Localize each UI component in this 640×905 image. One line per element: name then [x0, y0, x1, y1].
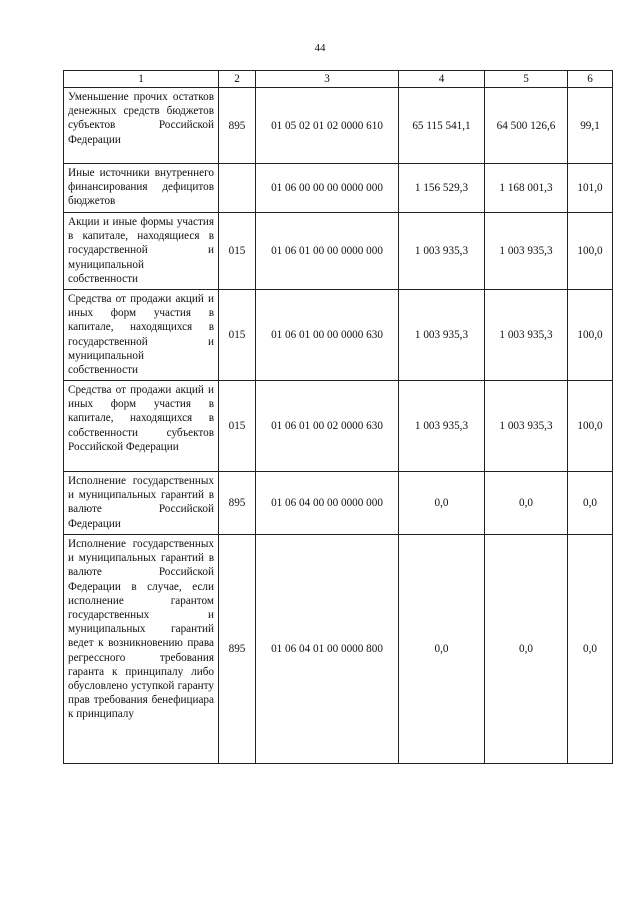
column-header: 2 — [219, 71, 256, 88]
row-plan-amount: 1 003 935,3 — [399, 213, 485, 290]
budget-sources-table — [63, 70, 613, 764]
table-row — [64, 472, 613, 535]
table-row — [64, 213, 613, 290]
row-budget-code: 01 06 04 00 00 0000 000 — [256, 472, 399, 535]
row-percent: 99,1 — [568, 88, 613, 164]
row-budget-code: 01 06 00 00 00 0000 000 — [256, 164, 399, 213]
row-plan-amount: 0,0 — [399, 535, 485, 764]
row-fact-amount: 0,0 — [485, 472, 568, 535]
row-name: Средства от продажи акций и иных форм участия в капитале, находящихся в собственности субъектов Российской Федерации — [64, 381, 219, 472]
row-name: Акции и иные формы участия в капитале, находящиеся в государственной и муниципальной собственности — [64, 213, 219, 290]
row-plan-amount: 65 115 541,1 — [399, 88, 485, 164]
row-fact-amount: 1 168 001,3 — [485, 164, 568, 213]
row-admin-code: 895 — [219, 88, 256, 164]
table-header-row — [64, 71, 613, 88]
column-header: 5 — [485, 71, 568, 88]
table-row — [64, 290, 613, 381]
row-budget-code: 01 06 01 00 00 0000 000 — [256, 213, 399, 290]
column-header: 6 — [568, 71, 613, 88]
row-plan-amount: 1 003 935,3 — [399, 290, 485, 381]
row-budget-code: 01 06 01 00 00 0000 630 — [256, 290, 399, 381]
row-percent: 100,0 — [568, 290, 613, 381]
row-admin-code: 895 — [219, 472, 256, 535]
row-name: Средства от продажи акций и иных форм участия в капитале, находящихся в государственной и муниципальной собственности — [64, 290, 219, 381]
row-admin-code: 015 — [219, 290, 256, 381]
row-plan-amount: 0,0 — [399, 472, 485, 535]
row-percent: 0,0 — [568, 535, 613, 764]
column-header: 1 — [64, 71, 219, 88]
column-header: 4 — [399, 71, 485, 88]
row-name: Исполнение государственных и муниципальных гарантий в валюте Российской Федерации — [64, 472, 219, 535]
row-fact-amount: 1 003 935,3 — [485, 213, 568, 290]
column-header: 3 — [256, 71, 399, 88]
row-budget-code: 01 05 02 01 02 0000 610 — [256, 88, 399, 164]
row-fact-amount: 1 003 935,3 — [485, 290, 568, 381]
row-percent: 0,0 — [568, 472, 613, 535]
row-budget-code: 01 06 04 01 00 0000 800 — [256, 535, 399, 764]
row-plan-amount: 1 156 529,3 — [399, 164, 485, 213]
row-percent: 100,0 — [568, 213, 613, 290]
table-row — [64, 535, 613, 764]
row-fact-amount: 64 500 126,6 — [485, 88, 568, 164]
row-admin-code: 015 — [219, 213, 256, 290]
row-admin-code — [219, 164, 256, 213]
row-admin-code: 895 — [219, 535, 256, 764]
table-row — [64, 88, 613, 164]
row-plan-amount: 1 003 935,3 — [399, 381, 485, 472]
row-budget-code: 01 06 01 00 02 0000 630 — [256, 381, 399, 472]
row-admin-code: 015 — [219, 381, 256, 472]
row-name: Уменьшение прочих остатков денежных средств бюджетов субъектов Российской Федерации — [64, 88, 219, 164]
row-name: Иные источники внутреннего финансирования дефицитов бюджетов — [64, 164, 219, 213]
row-fact-amount: 0,0 — [485, 535, 568, 764]
row-percent: 101,0 — [568, 164, 613, 213]
page-number: 44 — [314, 42, 326, 54]
row-percent: 100,0 — [568, 381, 613, 472]
table-row — [64, 164, 613, 213]
row-name: Исполнение государственных и муниципальных гарантий в валюте Российской Федерации в случае, если исполнение гарантом государственных и муниципальных гарантий ведет к возникновению права регрессного требования гаранта к принципалу либо обусловлено уступкой гаранту прав требования бенефициара к принципалу — [64, 535, 219, 764]
row-fact-amount: 1 003 935,3 — [485, 381, 568, 472]
table-row — [64, 381, 613, 472]
